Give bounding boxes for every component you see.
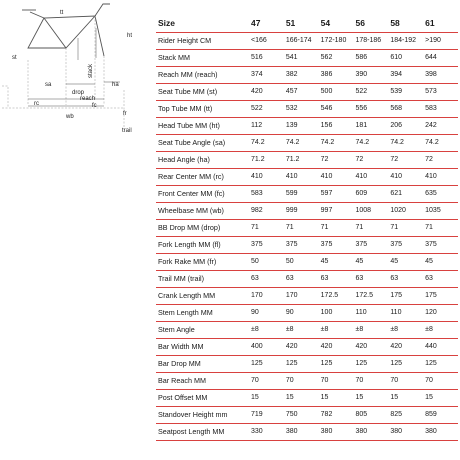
table-cell: 522: [249, 101, 284, 118]
row-label: Bar Reach MM: [156, 373, 249, 390]
table-cell: 568: [388, 101, 423, 118]
table-cell: 375: [249, 237, 284, 254]
header-size: Size: [156, 14, 249, 33]
table-cell: 15: [353, 390, 388, 407]
table-cell: 573: [423, 84, 458, 101]
table-row: [156, 305, 458, 322]
table-row: [156, 67, 458, 84]
table-cell: 242: [423, 118, 458, 135]
frame-geometry-diagram: [0, 0, 158, 150]
label-trail: trail: [122, 128, 132, 134]
table-cell: 644: [423, 50, 458, 67]
label-ha: ha: [112, 82, 119, 88]
fork-and-stem: [95, 4, 110, 56]
table-cell: 394: [388, 67, 423, 84]
row-label: Post Offset MM: [156, 390, 249, 407]
table-row: [156, 186, 458, 203]
table-cell: 609: [353, 186, 388, 203]
table-cell: 45: [319, 254, 354, 271]
table-cell: 410: [423, 169, 458, 186]
table-cell: 71: [423, 220, 458, 237]
table-cell: 398: [423, 67, 458, 84]
table-cell: 120: [423, 305, 458, 322]
table-cell: 583: [249, 186, 284, 203]
table-cell: 63: [249, 271, 284, 288]
label-rc: rc: [34, 101, 39, 107]
table-cell: 380: [284, 424, 319, 441]
row-label: Wheelbase MM (wb): [156, 203, 249, 220]
label-fc: fc: [92, 103, 97, 109]
table-cell: ±8: [249, 322, 284, 339]
table-row: [156, 135, 458, 152]
table-cell: 184-192: [388, 33, 423, 50]
table-cell: 410: [249, 169, 284, 186]
table-cell: 382: [284, 67, 319, 84]
table-cell: 380: [353, 424, 388, 441]
row-label: Standover Height mm: [156, 407, 249, 424]
table-cell: 457: [284, 84, 319, 101]
table-cell: 63: [319, 271, 354, 288]
table-cell: 72: [353, 152, 388, 169]
row-label: Front Center MM (fc): [156, 186, 249, 203]
table-cell: 621: [388, 186, 423, 203]
table-cell: 516: [249, 50, 284, 67]
table-cell: 15: [423, 390, 458, 407]
table-cell: 175: [423, 288, 458, 305]
frame-diagram-svg: [0, 0, 158, 150]
table-cell: 410: [319, 169, 354, 186]
table-cell: ±8: [423, 322, 458, 339]
table-row: [156, 33, 458, 50]
table-cell: 15: [249, 390, 284, 407]
label-st: st: [12, 55, 17, 61]
table-cell: 410: [284, 169, 319, 186]
table-cell: 546: [319, 101, 354, 118]
table-cell: 859: [423, 407, 458, 424]
table-body: [156, 33, 458, 441]
table-cell: 599: [284, 186, 319, 203]
table-cell: 375: [388, 237, 423, 254]
table-cell: 45: [423, 254, 458, 271]
table-cell: 45: [353, 254, 388, 271]
table-cell: 1008: [353, 203, 388, 220]
table-cell: 74.2: [388, 135, 423, 152]
table-cell: 1020: [388, 203, 423, 220]
table-cell: 420: [284, 339, 319, 356]
table-cell: 70: [319, 373, 354, 390]
table-cell: 805: [353, 407, 388, 424]
table-cell: 110: [353, 305, 388, 322]
table-cell: 420: [249, 84, 284, 101]
table-cell: 71: [249, 220, 284, 237]
table-row: [156, 356, 458, 373]
row-label: Head Tube MM (ht): [156, 118, 249, 135]
row-label: BB Drop MM (drop): [156, 220, 249, 237]
table-cell: 172-180: [319, 33, 354, 50]
table-cell: 74.2: [284, 135, 319, 152]
table-cell: 532: [284, 101, 319, 118]
table-cell: 63: [284, 271, 319, 288]
table-cell: 71.2: [249, 152, 284, 169]
table-cell: 70: [249, 373, 284, 390]
table-cell: 90: [249, 305, 284, 322]
table-cell: 997: [319, 203, 354, 220]
table-cell: 375: [319, 237, 354, 254]
row-label: Crank Length MM: [156, 288, 249, 305]
table-cell: 500: [319, 84, 354, 101]
table-cell: 375: [284, 237, 319, 254]
table-cell: 15: [319, 390, 354, 407]
table-cell: 71: [319, 220, 354, 237]
table-row: [156, 84, 458, 101]
table-cell: 72: [388, 152, 423, 169]
table-cell: 71.2: [284, 152, 319, 169]
table-header-row: [156, 14, 458, 33]
table-cell: 172.5: [353, 288, 388, 305]
table-cell: 125: [249, 356, 284, 373]
table-cell: 390: [353, 67, 388, 84]
table-cell: 74.2: [319, 135, 354, 152]
label-fr: fr: [123, 111, 127, 117]
table-cell: ±8: [388, 322, 423, 339]
table-cell: 522: [353, 84, 388, 101]
table-cell: >190: [423, 33, 458, 50]
seatpost-shape: [30, 12, 44, 18]
table-row: [156, 339, 458, 356]
row-label: Stack MM: [156, 50, 249, 67]
label-wb: wb: [66, 114, 74, 120]
table-cell: 50: [249, 254, 284, 271]
table-cell: 825: [388, 407, 423, 424]
table-cell: 45: [388, 254, 423, 271]
table-cell: 380: [388, 424, 423, 441]
table-cell: 583: [423, 101, 458, 118]
row-label: Head Angle (ha): [156, 152, 249, 169]
table-row: [156, 390, 458, 407]
table-cell: 72: [319, 152, 354, 169]
table-row: [156, 322, 458, 339]
row-label: Seatpost Length MM: [156, 424, 249, 441]
table-cell: 125: [319, 356, 354, 373]
table-cell: 74.2: [249, 135, 284, 152]
table-cell: 541: [284, 50, 319, 67]
table-cell: 110: [388, 305, 423, 322]
table-cell: 181: [353, 118, 388, 135]
row-label: Stem Length MM: [156, 305, 249, 322]
table-cell: 386: [319, 67, 354, 84]
frame-front-triangle: [44, 16, 95, 48]
table-cell: 420: [319, 339, 354, 356]
header-size-61: 61: [423, 14, 458, 33]
table-cell: 15: [388, 390, 423, 407]
table-row: [156, 237, 458, 254]
table-row: [156, 169, 458, 186]
table-cell: 410: [353, 169, 388, 186]
label-drop: drop: [72, 90, 85, 96]
table-cell: 125: [353, 356, 388, 373]
table-row: [156, 373, 458, 390]
table-cell: 72: [423, 152, 458, 169]
table-row: [156, 152, 458, 169]
table-cell: 635: [423, 186, 458, 203]
table-cell: 15: [284, 390, 319, 407]
table-cell: 166-174: [284, 33, 319, 50]
table-cell: 125: [284, 356, 319, 373]
table-cell: 74.2: [353, 135, 388, 152]
header-size-54: 54: [319, 14, 354, 33]
table-cell: 175: [388, 288, 423, 305]
table-cell: 50: [284, 254, 319, 271]
table-cell: 170: [284, 288, 319, 305]
table-cell: 172.5: [319, 288, 354, 305]
table-cell: 982: [249, 203, 284, 220]
table-cell: 71: [388, 220, 423, 237]
geometry-table: [156, 14, 458, 441]
table-cell: 375: [423, 237, 458, 254]
row-label: Stem Angle: [156, 322, 249, 339]
row-label: Bar Drop MM: [156, 356, 249, 373]
label-reach: reach: [80, 96, 96, 102]
table-cell: 597: [319, 186, 354, 203]
table-row: [156, 288, 458, 305]
row-label: Fork Rake MM (fr): [156, 254, 249, 271]
table-cell: 330: [249, 424, 284, 441]
table-cell: 380: [423, 424, 458, 441]
table-cell: 100: [319, 305, 354, 322]
table-cell: 90: [284, 305, 319, 322]
table-cell: 70: [388, 373, 423, 390]
table-row: [156, 203, 458, 220]
table-row: [156, 254, 458, 271]
table-cell: 71: [353, 220, 388, 237]
table-cell: 750: [284, 407, 319, 424]
label-ht: ht: [127, 33, 133, 39]
table-row: [156, 424, 458, 441]
header-size-56: 56: [353, 14, 388, 33]
row-label: Trail MM (trail): [156, 271, 249, 288]
table-cell: 112: [249, 118, 284, 135]
table-row: [156, 271, 458, 288]
table-cell: 206: [388, 118, 423, 135]
table-cell: 63: [423, 271, 458, 288]
table-cell: 420: [388, 339, 423, 356]
table-cell: 70: [423, 373, 458, 390]
header-size-58: 58: [388, 14, 423, 33]
table-cell: 71: [284, 220, 319, 237]
table-cell: 1035: [423, 203, 458, 220]
table-cell: 63: [353, 271, 388, 288]
label-sa: sa: [45, 82, 52, 88]
table-cell: 374: [249, 67, 284, 84]
row-label: Rear Center MM (rc): [156, 169, 249, 186]
row-label: Fork Length MM (fl): [156, 237, 249, 254]
header-size-47: 47: [249, 14, 284, 33]
table-cell: 410: [388, 169, 423, 186]
table-cell: 375: [353, 237, 388, 254]
row-label: Top Tube MM (tt): [156, 101, 249, 118]
table-cell: 125: [388, 356, 423, 373]
table-cell: 586: [353, 50, 388, 67]
table-cell: 380: [319, 424, 354, 441]
table-cell: 420: [353, 339, 388, 356]
table-row: [156, 101, 458, 118]
table-cell: 70: [284, 373, 319, 390]
table-cell: 440: [423, 339, 458, 356]
table-cell: 178-186: [353, 33, 388, 50]
table-cell: 562: [319, 50, 354, 67]
table-cell: <166: [249, 33, 284, 50]
label-stack: stack: [88, 63, 94, 78]
row-label: Rider Height CM: [156, 33, 249, 50]
table-cell: 74.2: [423, 135, 458, 152]
table-cell: 170: [249, 288, 284, 305]
table-cell: 400: [249, 339, 284, 356]
row-label: Seat Tube MM (st): [156, 84, 249, 101]
table-row: [156, 220, 458, 237]
table-cell: 139: [284, 118, 319, 135]
table-cell: ±8: [353, 322, 388, 339]
table-cell: 539: [388, 84, 423, 101]
table-cell: 556: [353, 101, 388, 118]
table-cell: 70: [353, 373, 388, 390]
row-label: Reach MM (reach): [156, 67, 249, 84]
table-cell: 156: [319, 118, 354, 135]
row-label: Seat Tube Angle (sa): [156, 135, 249, 152]
table-row: [156, 407, 458, 424]
table-cell: 719: [249, 407, 284, 424]
table-cell: 782: [319, 407, 354, 424]
table-row: [156, 50, 458, 67]
table-row: [156, 118, 458, 135]
table-cell: 125: [423, 356, 458, 373]
table-cell: 999: [284, 203, 319, 220]
header-size-51: 51: [284, 14, 319, 33]
table-cell: ±8: [319, 322, 354, 339]
table-cell: 63: [388, 271, 423, 288]
row-label: Bar Width MM: [156, 339, 249, 356]
label-tt: tt: [60, 10, 64, 16]
table-cell: 610: [388, 50, 423, 67]
table-cell: ±8: [284, 322, 319, 339]
